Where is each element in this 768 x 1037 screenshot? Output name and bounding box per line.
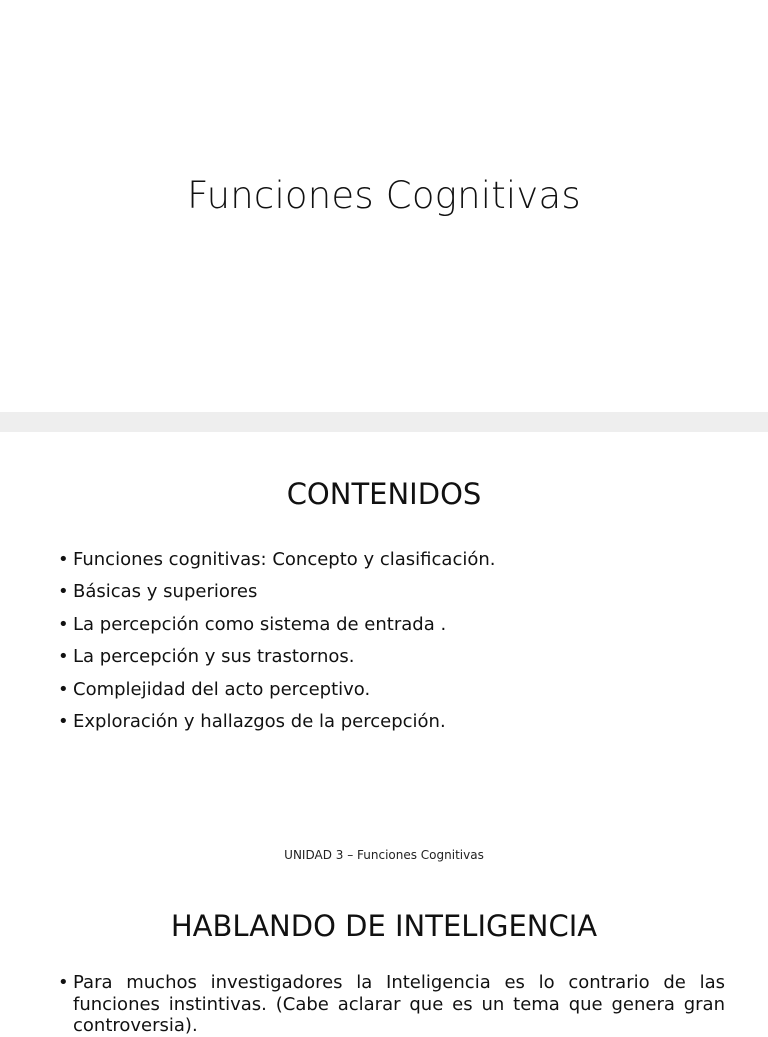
bullet-icon: •	[58, 711, 69, 733]
bullet-icon: •	[58, 581, 69, 603]
list-item-text: Exploración y hallazgos de la percepción.	[73, 711, 446, 733]
list-item	[58, 706, 496, 738]
slide-title	[0, 0, 768, 412]
contenidos-heading: CONTENIDOS	[286, 477, 482, 511]
bullet-icon: •	[58, 646, 69, 668]
inteligencia-heading: HABLANDO DE INTELIGENCIA	[170, 909, 598, 943]
list-item-text: La percepción como sistema de entrada .	[73, 613, 447, 635]
bullet-icon: •	[58, 613, 69, 635]
list-item-text: Funciones cognitivas: Concepto y clasificación.	[73, 549, 496, 570]
slide-footer: UNIDAD 3 – Funciones Cognitivas	[284, 848, 484, 862]
slide-contenidos	[0, 432, 768, 1036]
list-item	[58, 641, 496, 673]
list-item-text: La percepción y sus trastornos.	[73, 646, 355, 668]
list-item	[58, 576, 496, 608]
list-item	[58, 609, 496, 641]
list-item	[58, 674, 496, 706]
bullet-icon: •	[58, 678, 69, 700]
slide-title-text: Funciones Cognitivas	[187, 174, 581, 217]
list-item	[58, 544, 496, 576]
list-item-text: Básicas y superiores	[73, 581, 258, 603]
bullet-icon: •	[58, 972, 69, 993]
paragraph-text: Para muchos investigadores la Inteligencia es lo contrario de las funciones instintivas. (Cabe aclarar que es un tema que genera gran controversia).	[73, 972, 725, 1036]
slide-separator	[0, 412, 768, 432]
contenidos-list	[58, 544, 496, 738]
inteligencia-paragraph	[58, 972, 725, 1037]
list-item-text: Complejidad del acto perceptivo.	[73, 678, 371, 700]
bullet-icon: •	[58, 549, 69, 570]
